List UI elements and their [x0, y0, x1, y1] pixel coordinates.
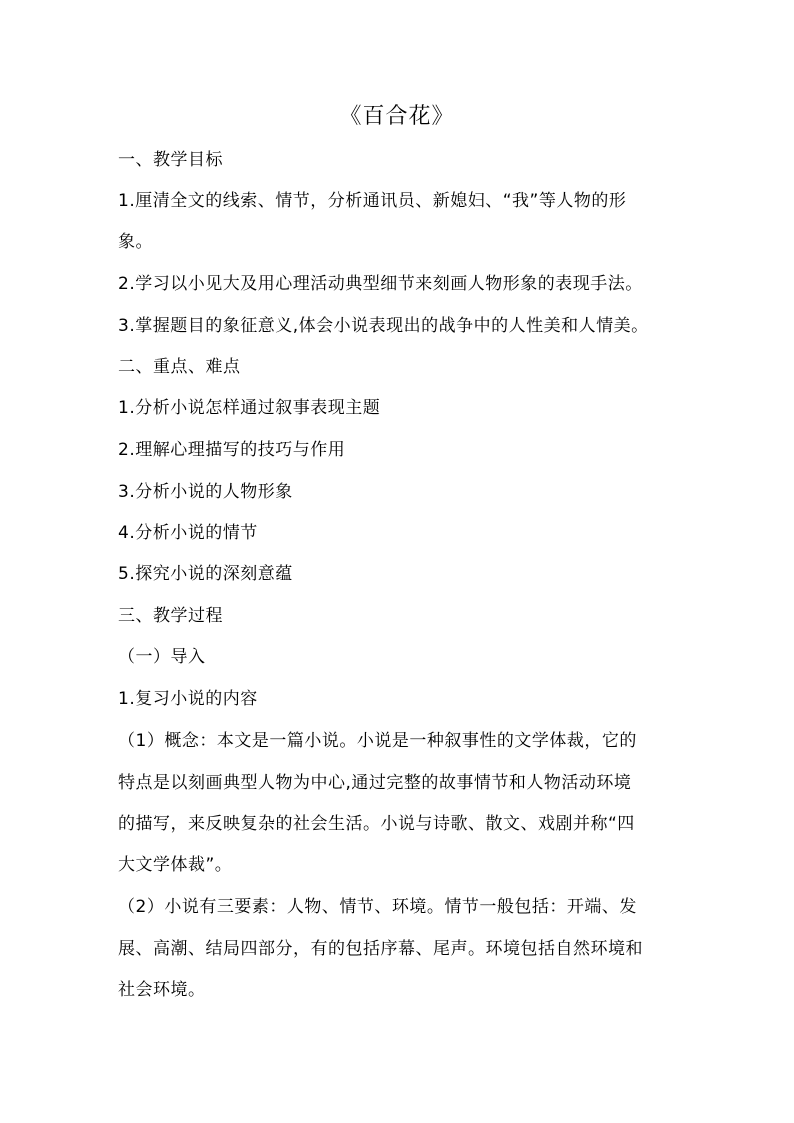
goal-2: 2.学习以小见大及用心理活动典型细节来刻画人物形象的表现手法。: [118, 274, 643, 294]
concept-paragraph-line-1: （1）概念：本文是一篇小说。小说是一种叙事性的文学体裁，它的: [118, 731, 637, 751]
elements-paragraph-line-3: 社会环境。: [118, 980, 206, 1000]
key-point-3: 3.分析小说的人物形象: [118, 482, 293, 502]
elements-paragraph-line-1: （2）小说有三要素：人物、情节、环境。情节一般包括：开端、发: [118, 897, 637, 917]
document-title: 《百合花》: [339, 104, 455, 129]
section-heading-teaching-goals: 一、教学目标: [118, 150, 223, 170]
goal-1-line-1: 1.厘清全文的线索、情节，分析通讯员、新媳妇、“我”等人物的形: [118, 191, 627, 211]
elements-paragraph-line-2: 展、高潮、结局四部分，有的包括序幕、尾声。环境包括自然环境和: [118, 939, 643, 959]
section-heading-key-points: 二、重点、难点: [118, 357, 241, 377]
goal-1-line-2: 象。: [118, 232, 153, 252]
section-heading-teaching-process: 三、教学过程: [118, 606, 223, 626]
goal-3: 3.掌握题目的象征意义,体会小说表现出的战争中的人性美和人情美。: [118, 316, 649, 336]
key-point-5: 5.探究小说的深刻意蕴: [118, 564, 293, 584]
subsection-intro: （一）导入: [118, 647, 206, 667]
concept-paragraph-line-2: 特点是以刻画典型人物为中心,通过完整的故事情节和人物活动环境: [118, 773, 632, 793]
concept-paragraph-line-3: 的描写，来反映复杂的社会生活。小说与诗歌、散文、戏剧并称“四: [118, 814, 635, 834]
key-point-1: 1.分析小说怎样通过叙事表现主题: [118, 398, 381, 418]
review-heading: 1.复习小说的内容: [118, 689, 258, 709]
key-point-4: 4.分析小说的情节: [118, 523, 258, 543]
key-point-2: 2.理解心理描写的技巧与作用: [118, 440, 346, 460]
concept-paragraph-line-4: 大文学体裁”。: [118, 855, 233, 875]
